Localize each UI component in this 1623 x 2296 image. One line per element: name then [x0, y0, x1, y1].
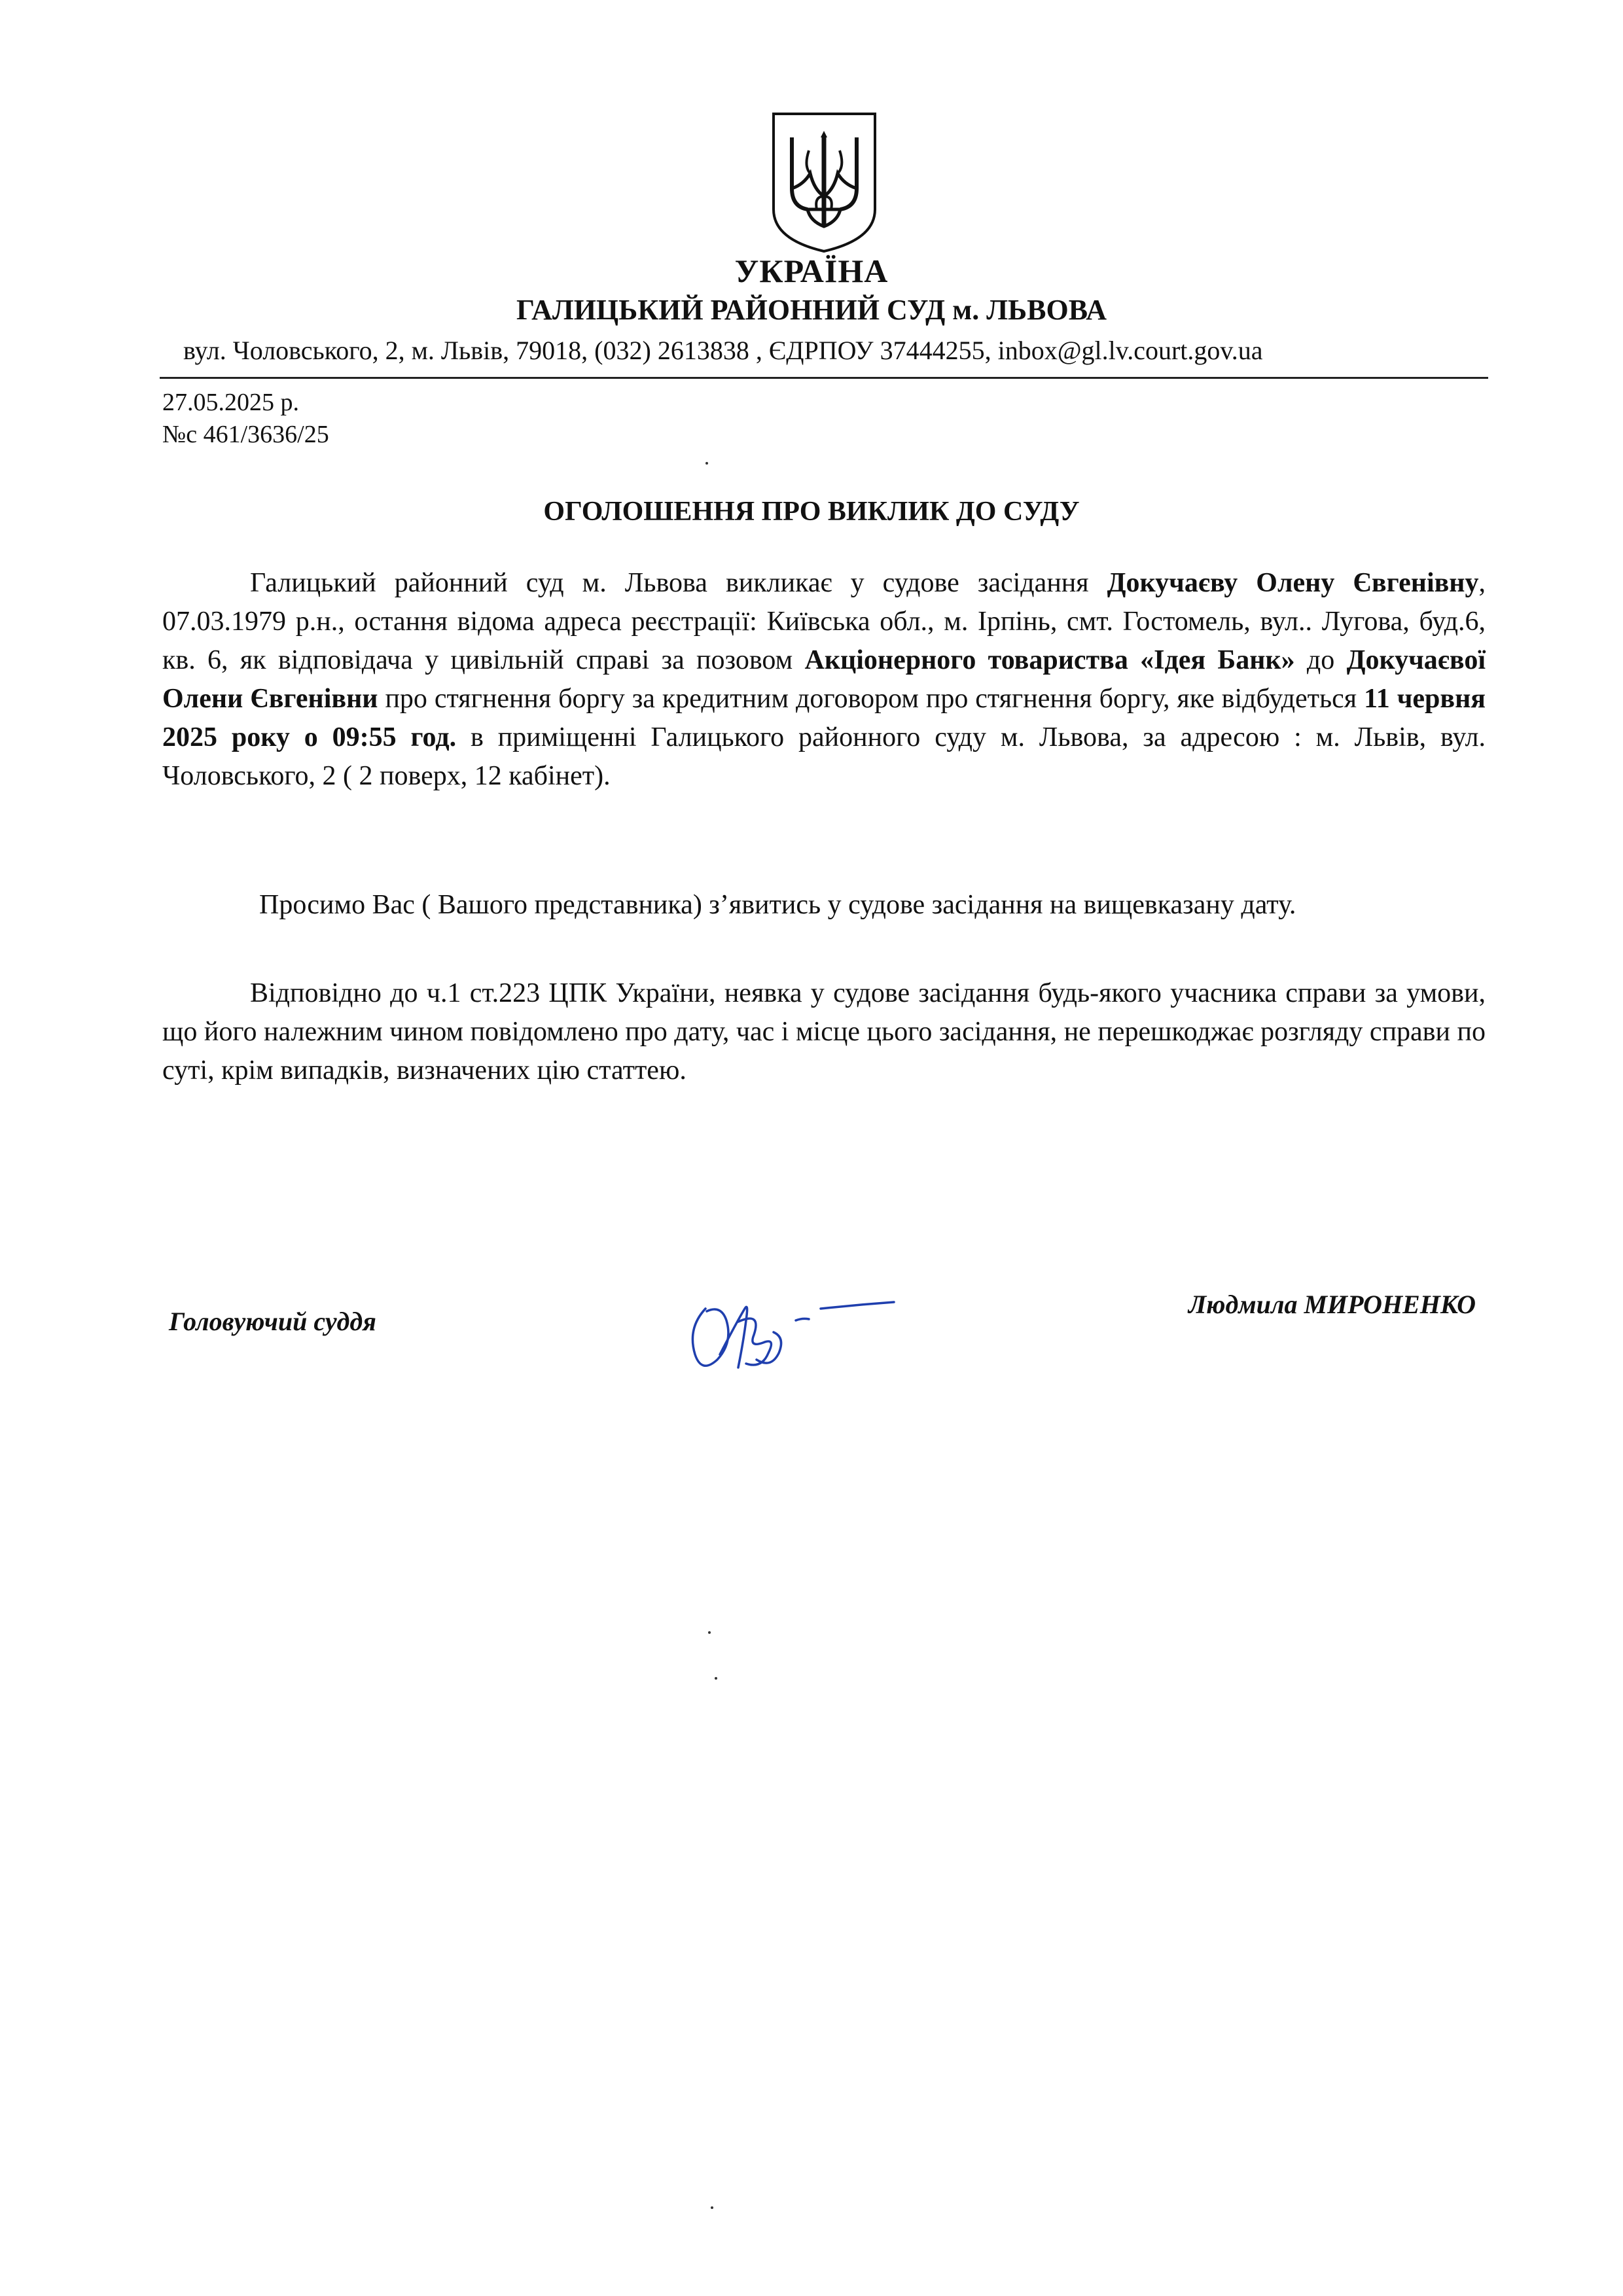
text-fragment: в приміщенні Галицького районного суду м. Львова, за адресою : м. Львів, вул. Чоловського, 2 ( 2 поверх, 12 кабінет).	[162, 722, 1486, 791]
defendant-name: Докучаєву Олену Євгенівну	[1107, 568, 1479, 598]
document-title: ОГОЛОШЕННЯ ПРО ВИКЛИК ДО СУДУ	[543, 497, 1080, 527]
signer-name: Людмила МИРОНЕНКО	[1188, 1290, 1476, 1319]
coat-of-arms-icon	[771, 111, 878, 254]
text-fragment: про стягнення боргу за кредитним договором про стягнення боргу, яке відбудеться	[378, 684, 1364, 714]
case-number: №с 461/3636/25	[162, 421, 329, 448]
handwritten-signature-icon	[681, 1282, 903, 1387]
document-date: 27.05.2025 р.	[162, 389, 299, 416]
header-divider	[160, 377, 1488, 379]
text-fragment: , 07.03.1979 р.н., остання відома адреса реєстрації: Київська обл., м. Ірпінь, смт. Гостомель, вул.. Лугова, буд.6, кв. 6, як відповідача у цивільній справі за позовом	[162, 568, 1486, 675]
scan-speck	[715, 1677, 717, 1680]
hearing-datetime: 11 червня 2025 року о 09:55 год.	[162, 684, 1486, 752]
scan-speck	[711, 2206, 713, 2209]
court-name: ГАЛИЦЬКИЙ РАЙОННИЙ СУД м. ЛЬВОВА	[516, 294, 1107, 326]
defendant-name-genitive: Докучаєвої Олени Євгенівни	[162, 645, 1486, 714]
country-title: УКРАЇНА	[734, 253, 889, 289]
court-contacts: вул. Чоловського, 2, м. Львів, 79018, (032) 2613838 , ЄДРПОУ 37444255, inbox@gl.lv.court.gov.ua	[183, 336, 1263, 365]
summons-paragraph	[162, 564, 1486, 796]
appearance-request-paragraph: Просимо Вас ( Вашого представника) з’явитись у судове засідання на вищевказану дату.	[259, 890, 1296, 920]
scan-speck	[708, 1631, 711, 1634]
text-fragment: до	[1294, 645, 1347, 675]
scan-speck	[705, 462, 708, 465]
plaintiff-name: Акціонерного товариства «Ідея Банк»	[804, 645, 1295, 675]
text-fragment: Галицький районний суд м. Львова викликає у судове засідання	[250, 568, 1107, 598]
legal-note-paragraph: Відповідно до ч.1 ст.223 ЦПК України, неявка у судове засідання будь-якого учасника справи за умови, що його належним чином повідомлено про дату, час і місце цього засідання, не перешкоджає розгляду справи по суті, крім випадків, визначених цію статтею.	[162, 978, 1486, 1086]
signer-role: Головуючий суддя	[169, 1307, 376, 1336]
